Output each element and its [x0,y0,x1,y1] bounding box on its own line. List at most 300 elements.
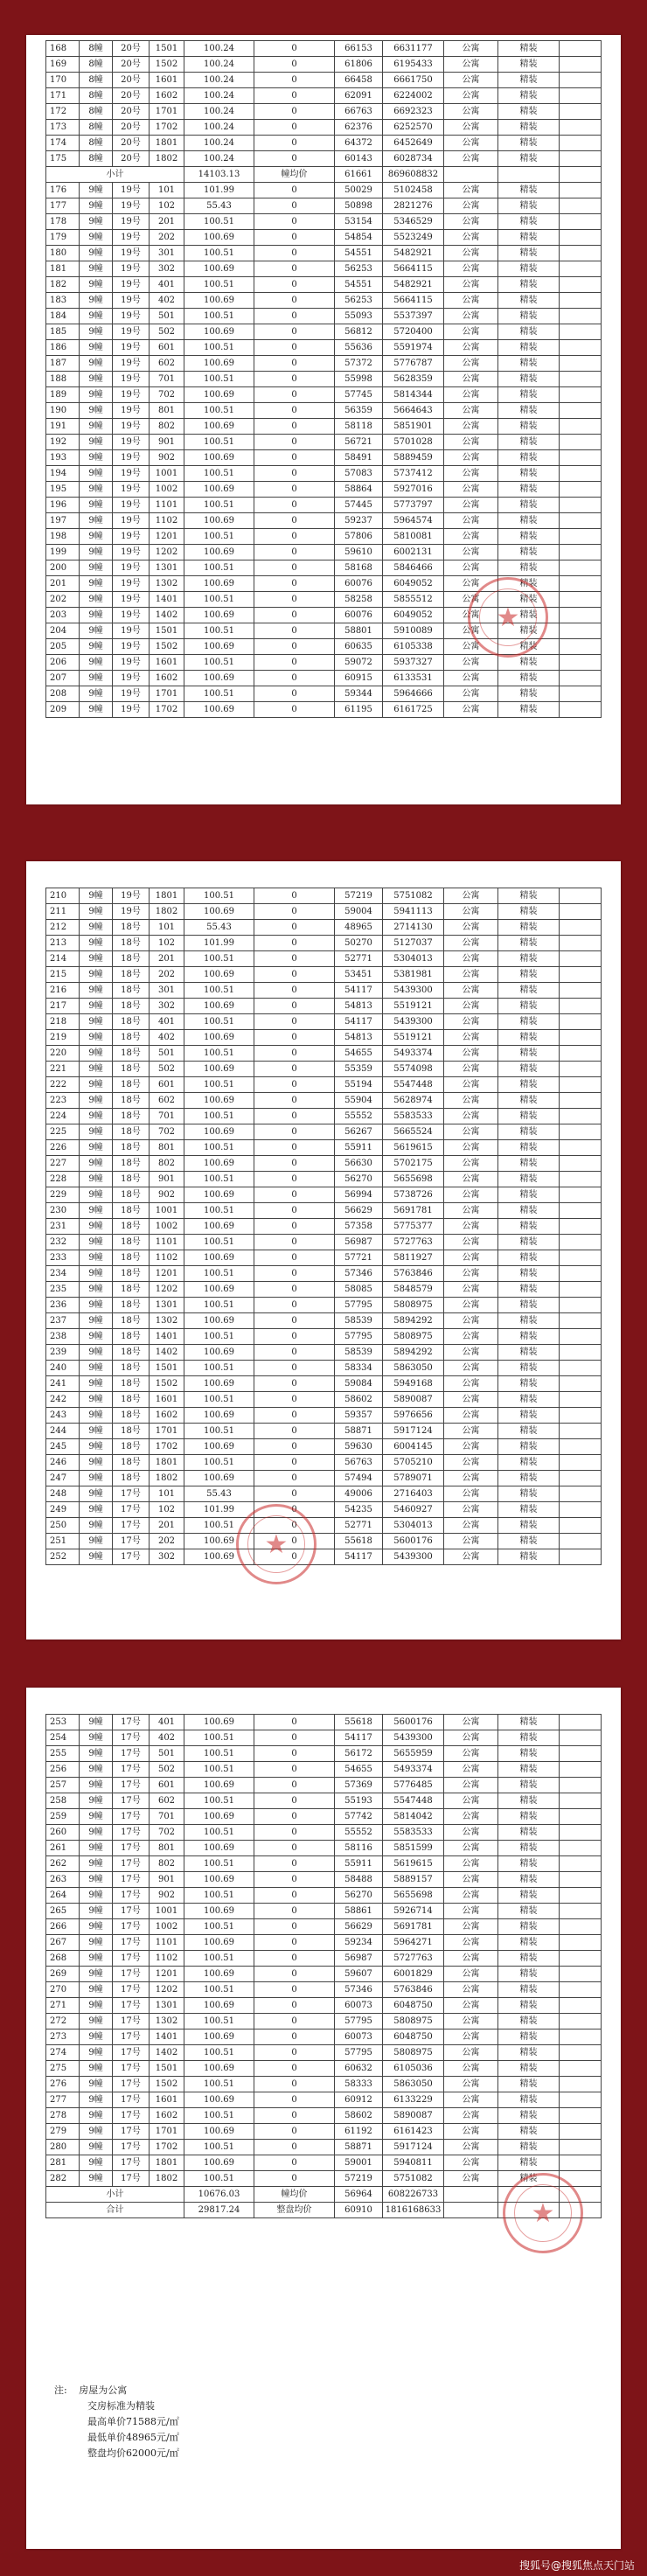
table-cell: 0 [254,1172,335,1187]
table-cell: 公寓 [444,104,498,120]
table-cell: 精装 [498,1982,560,1998]
table-cell: 5808975 [383,1298,444,1313]
table-cell: 270 [46,1982,80,1998]
table-cell: 5811927 [383,1250,444,1266]
table-cell: 0 [254,435,335,450]
table-row [46,576,602,592]
table-cell: 19号 [113,403,150,419]
table-cell: 0 [254,1345,335,1361]
table-cell: 100.51 [184,686,254,702]
table-cell: 1302 [150,1313,184,1329]
table-cell: 1702 [150,1439,184,1455]
table-cell: 5537397 [383,309,444,324]
table-cell: 1201 [150,1266,184,1282]
table-row [46,1549,602,1565]
table-cell-empty [560,2124,602,2140]
table-cell: 0 [254,1282,335,1298]
table-cell: 公寓 [444,576,498,592]
table-cell: 1501 [150,2061,184,2077]
table-cell: 精装 [498,545,560,560]
table-cell: 100.69 [184,967,254,983]
table-cell: 9幢 [80,1408,113,1424]
table-cell: 20号 [113,104,150,120]
table-cell: 1701 [150,104,184,120]
table-cell: 公寓 [444,513,498,529]
table-cell: 55.43 [184,198,254,214]
table-cell: 100.69 [184,671,254,686]
table-cell: 19号 [113,277,150,293]
table-cell-empty [560,1841,602,1856]
table-cell: 5664115 [383,261,444,277]
table-cell: 精装 [498,1203,560,1219]
table-cell: 9幢 [80,1109,113,1124]
table-cell: 213 [46,936,80,951]
table-cell: 57795 [335,2045,383,2061]
table-cell: 5775377 [383,1219,444,1235]
table-cell: 公寓 [444,2061,498,2077]
table-cell: 57742 [335,1809,383,1825]
table-cell: 5751082 [383,888,444,904]
table-cell: 54813 [335,999,383,1014]
table-row [46,1455,602,1471]
table-cell: 0 [254,1904,335,1919]
table-cell: 277 [46,2092,80,2108]
table-cell: 100.51 [184,2014,254,2029]
table-cell: 精装 [498,2155,560,2171]
table-cell: 公寓 [444,920,498,936]
table-cell: 181 [46,261,80,277]
table-cell: 176 [46,183,80,198]
table-cell-empty [560,1345,602,1361]
table-cell: 公寓 [444,1014,498,1030]
subtotal-avg-label: 幢均价 [254,167,335,183]
table-cell: 0 [254,1549,335,1565]
table-cell: 公寓 [444,608,498,623]
table-cell-empty [560,1872,602,1888]
table-cell: 252 [46,1549,80,1565]
table-cell-empty [560,2108,602,2124]
table-cell: 502 [150,324,184,340]
table-cell: 公寓 [444,73,498,88]
table-cell: 6049052 [383,608,444,623]
table-cell: 18号 [113,1124,150,1140]
table-cell: 精装 [498,198,560,214]
table-cell: 精装 [498,1156,560,1172]
table-cell: 1101 [150,1235,184,1250]
table-cell: 223 [46,1093,80,1109]
table-cell: 100.69 [184,450,254,466]
subtotal-avg: 56964 [335,2187,383,2203]
table-cell: 1601 [150,2092,184,2108]
table-cell: 6133531 [383,671,444,686]
table-cell: 100.69 [184,1904,254,1919]
table-cell: 1601 [150,73,184,88]
table-cell: 精装 [498,983,560,999]
table-cell: 9幢 [80,1187,113,1203]
table-cell: 9幢 [80,1046,113,1062]
table-cell: 100.69 [184,1030,254,1046]
table-cell: 100.69 [184,261,254,277]
table-cell-empty [560,1424,602,1439]
table-cell: 9幢 [80,1062,113,1077]
table-cell: 0 [254,623,335,639]
document-page-3 [26,1688,621,2549]
table-cell: 17号 [113,1518,150,1534]
table-cell-empty [560,2014,602,2029]
table-cell: 170 [46,73,80,88]
table-cell: 精装 [498,529,560,545]
table-cell: 1301 [150,1998,184,2014]
table-cell: 1501 [150,623,184,639]
table-cell: 100.69 [184,1219,254,1235]
table-cell: 5863050 [383,2077,444,2092]
table-cell-empty [560,1471,602,1486]
table-cell: 9幢 [80,1030,113,1046]
table-cell: 57219 [335,888,383,904]
table-cell: 169 [46,57,80,73]
table-cell: 18号 [113,1471,150,1486]
table-cell: 602 [150,1093,184,1109]
table-cell: 17号 [113,2124,150,2140]
table-cell: 19号 [113,560,150,576]
table-cell: 8幢 [80,104,113,120]
table-cell: 公寓 [444,545,498,560]
table-cell-empty [560,230,602,246]
table-cell: 58116 [335,1841,383,1856]
table-cell: 公寓 [444,1298,498,1313]
table-cell: 0 [254,999,335,1014]
table-cell: 185 [46,324,80,340]
table-cell: 0 [254,1046,335,1062]
table-cell: 精装 [498,1014,560,1030]
table-cell: 公寓 [444,183,498,198]
table-cell: 5851901 [383,419,444,435]
table-cell: 9幢 [80,1156,113,1172]
table-cell: 5583533 [383,1825,444,1841]
table-cell: 9幢 [80,1919,113,1935]
grand-total-avg: 60910 [335,2203,383,2218]
table-cell: 238 [46,1329,80,1345]
table-cell: 0 [254,1219,335,1235]
table-cell: 0 [254,1329,335,1345]
table-cell: 0 [254,198,335,214]
table-cell: 精装 [498,1502,560,1518]
table-cell: 5705210 [383,1455,444,1471]
table-cell: 191 [46,419,80,435]
table-cell: 9幢 [80,261,113,277]
table-cell: 17号 [113,1935,150,1951]
table-cell: 公寓 [444,1392,498,1408]
table-cell: 0 [254,41,335,57]
table-cell: 0 [254,1313,335,1329]
table-cell: 100.51 [184,1140,254,1156]
table-cell: 1701 [150,686,184,702]
table-cell: 公寓 [444,41,498,57]
subtotal-avg-label: 幢均价 [254,2187,335,2203]
table-cell: 6048750 [383,1998,444,2014]
table-cell: 9幢 [80,1203,113,1219]
table-cell: 9幢 [80,2061,113,2077]
table-cell: 0 [254,1014,335,1030]
table-cell: 202 [150,967,184,983]
table-cell: 9幢 [80,1014,113,1030]
table-cell: 217 [46,999,80,1014]
table-cell: 57745 [335,387,383,403]
table-cell: 250 [46,1518,80,1534]
table-cell-empty [560,1392,602,1408]
table-cell: 18号 [113,1046,150,1062]
table-cell: 1402 [150,608,184,623]
table-row [46,1219,602,1235]
table-row [46,1329,602,1345]
table-cell: 0 [254,419,335,435]
table-cell: 9幢 [80,1904,113,1919]
table-cell: 61192 [335,2124,383,2140]
table-cell: 18号 [113,1030,150,1046]
table-cell: 精装 [498,136,560,151]
grand-total-row [46,2203,602,2218]
table-cell: 902 [150,450,184,466]
table-cell: 公寓 [444,1549,498,1565]
table-row [46,356,602,372]
table-cell: 0 [254,340,335,356]
table-cell: 17号 [113,2014,150,2029]
table-cell: 100.24 [184,41,254,57]
table-cell: 9幢 [80,293,113,309]
table-cell: 6105036 [383,2061,444,2077]
table-cell: 公寓 [444,2124,498,2140]
table-cell: 241 [46,1376,80,1392]
table-cell: 17号 [113,2108,150,2124]
table-cell: 5727763 [383,1951,444,1967]
table-cell: 19号 [113,293,150,309]
table-cell: 0 [254,1408,335,1424]
table-row [46,1046,602,1062]
table-row [46,1093,602,1109]
table-cell: 100.69 [184,1872,254,1888]
table-cell: 0 [254,1935,335,1951]
table-cell: 9幢 [80,1935,113,1951]
table-cell: 100.51 [184,1361,254,1376]
table-cell: 58861 [335,1904,383,1919]
table-row [46,623,602,639]
table-row [46,1486,602,1502]
table-row [46,1904,602,1919]
table-cell: 100.69 [184,639,254,655]
table-cell-empty [560,560,602,576]
table-cell: 精装 [498,293,560,309]
table-cell: 302 [150,1549,184,1565]
table-cell: 255 [46,1746,80,1762]
table-cell: 5808975 [383,2045,444,2061]
table-row [46,2061,602,2077]
table-cell: 267 [46,1935,80,1951]
table-cell: 0 [254,309,335,324]
table-cell-empty [560,1439,602,1455]
table-cell: 0 [254,324,335,340]
table-cell: 0 [254,57,335,73]
table-cell: 100.51 [184,983,254,999]
table-cell: 5547448 [383,1793,444,1809]
table-cell: 57806 [335,529,383,545]
table-cell-empty [560,1502,602,1518]
table-cell-empty [560,1361,602,1376]
table-cell: 58168 [335,560,383,576]
table-cell: 19号 [113,230,150,246]
table-cell: 180 [46,246,80,261]
table-cell: 5737412 [383,466,444,482]
table-row [46,1408,602,1424]
table-cell: 18号 [113,999,150,1014]
table-cell: 精装 [498,246,560,261]
table-cell: 0 [254,246,335,261]
table-cell: 102 [150,936,184,951]
table-cell: 19号 [113,498,150,513]
table-cell: 9幢 [80,2171,113,2187]
table-cell: 224 [46,1109,80,1124]
table-cell: 公寓 [444,888,498,904]
table-cell: 精装 [498,2171,560,2187]
table-cell-empty [560,1203,602,1219]
table-cell-empty [560,2155,602,2171]
table-cell-empty [560,1014,602,1030]
table-cell: 1001 [150,1203,184,1219]
table-cell: 58539 [335,1313,383,1329]
table-cell: 57346 [335,1266,383,1282]
table-cell: 0 [254,372,335,387]
table-row [46,1266,602,1282]
table-cell: 702 [150,387,184,403]
table-cell: 402 [150,1030,184,1046]
table-cell: 18号 [113,1424,150,1439]
table-cell: 精装 [498,2108,560,2124]
table-cell: 58864 [335,482,383,498]
table-cell: 9幢 [80,1872,113,1888]
table-cell: 精装 [498,1376,560,1392]
table-cell: 9幢 [80,967,113,983]
table-cell: 公寓 [444,983,498,999]
table-cell: 公寓 [444,293,498,309]
table-cell: 9幢 [80,1502,113,1518]
table-cell-empty [560,1124,602,1140]
table-row [46,73,602,88]
table-cell: 公寓 [444,120,498,136]
table-row [46,671,602,686]
table-cell: 232 [46,1235,80,1250]
table-row [46,1298,602,1313]
table-cell: 57346 [335,1982,383,1998]
table-cell-empty [560,136,602,151]
table-row [46,57,602,73]
table-row [46,1730,602,1746]
table-cell: 1801 [150,136,184,151]
table-cell: 0 [254,2124,335,2140]
table-cell: 0 [254,1967,335,1982]
table-cell: 19号 [113,702,150,718]
table-cell: 公寓 [444,1919,498,1935]
table-cell: 9幢 [80,2014,113,2029]
table-row [46,1313,602,1329]
table-cell: 18号 [113,1455,150,1471]
table-cell: 0 [254,387,335,403]
table-cell: 100.69 [184,1841,254,1856]
table-row [46,466,602,482]
table-cell: 18号 [113,1392,150,1408]
table-cell: 5574098 [383,1062,444,1077]
table-cell: 5949168 [383,1376,444,1392]
table-row [46,1140,602,1156]
table-row [46,2077,602,2092]
table-cell: 100.51 [184,2171,254,2187]
table-cell: 精装 [498,1762,560,1778]
table-cell: 802 [150,419,184,435]
table-cell: 5600176 [383,1715,444,1730]
table-cell-empty [560,214,602,230]
notes-label: 注: 房屋为公寓 [54,2385,128,2396]
table-cell: 公寓 [444,1345,498,1361]
table-cell: 精装 [498,1534,560,1549]
table-cell: 9幢 [80,983,113,999]
table-cell: 精装 [498,1793,560,1809]
table-cell: 6661750 [383,73,444,88]
table-cell: 6161725 [383,702,444,718]
table-cell: 17号 [113,1746,150,1762]
table-cell: 19号 [113,623,150,639]
table-cell: 501 [150,309,184,324]
table-cell: 0 [254,1471,335,1486]
table-cell: 302 [150,999,184,1014]
table-cell: 8幢 [80,136,113,151]
table-cell-empty [560,2061,602,2077]
table-cell: 9幢 [80,576,113,592]
table-cell: 1201 [150,1967,184,1982]
table-cell: 5304013 [383,1518,444,1534]
table-cell: 100.69 [184,1156,254,1172]
table-row [46,403,602,419]
table-row [46,1030,602,1046]
table-cell: 公寓 [444,1203,498,1219]
table-cell: 0 [254,1825,335,1841]
table-cell: 5665524 [383,1124,444,1140]
table-cell: 401 [150,1014,184,1030]
table-cell-empty [560,293,602,309]
table-cell-empty [560,340,602,356]
table-cell: 1602 [150,1408,184,1424]
table-cell: 公寓 [444,2092,498,2108]
table-cell: 1302 [150,2014,184,2029]
table-cell: 179 [46,230,80,246]
table-row [46,340,602,356]
table-cell: 59357 [335,1408,383,1424]
table-cell-empty [560,1298,602,1313]
table-cell: 精装 [498,73,560,88]
table-cell: 8幢 [80,73,113,88]
table-cell: 0 [254,1534,335,1549]
table-cell: 100.51 [184,1919,254,1935]
table-cell-empty [560,608,602,623]
table-cell: 0 [254,403,335,419]
table-cell-empty [560,198,602,214]
table-cell: 100.69 [184,1124,254,1140]
table-cell: 202 [46,592,80,608]
table-cell: 57219 [335,2171,383,2187]
table-cell-empty [560,1455,602,1471]
table-cell: 100.69 [184,293,254,309]
table-cell: 0 [254,1746,335,1762]
table-cell: 0 [254,356,335,372]
table-cell: 100.51 [184,498,254,513]
table-cell: 0 [254,2140,335,2155]
